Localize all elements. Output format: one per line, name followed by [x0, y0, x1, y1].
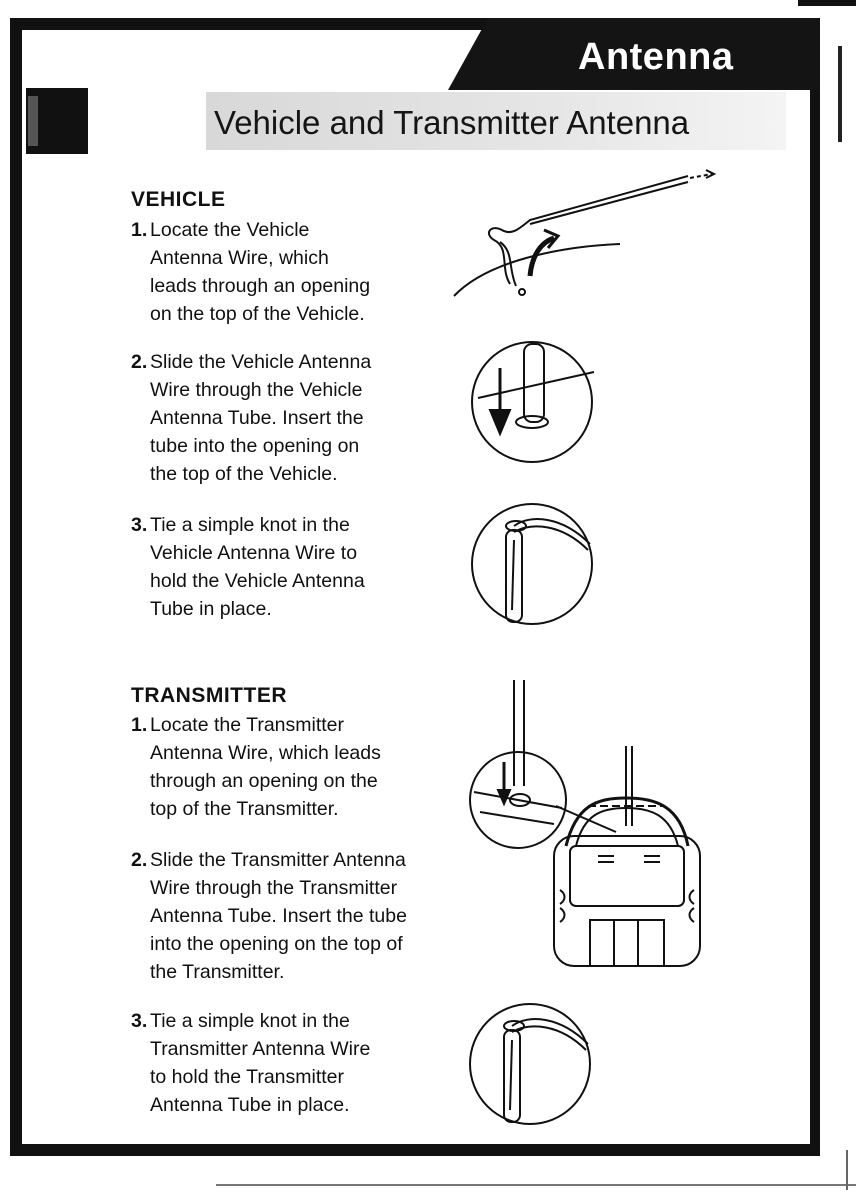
step-number: 1. [131, 714, 148, 736]
right-margin-mark [838, 46, 842, 142]
transmitter-step-2 [131, 846, 431, 986]
vehicle-knot-illustration [470, 500, 600, 630]
vehicle-step-2 [131, 348, 431, 488]
right-edge-mark [846, 1150, 848, 1190]
page-subtitle: Vehicle and Transmitter Antenna [214, 104, 690, 141]
step-text: Locate the Vehicle Antenna Wire, which leads through an opening on the top of the Vehicle. [150, 219, 371, 325]
vehicle-step-3 [131, 511, 431, 623]
step-text: Tie a simple knot in the Transmitter Antenna Wire to hold the Transmitter Antenna Tube in place. [150, 1010, 371, 1116]
transmitter-knot-illustration [468, 1000, 598, 1130]
step-number: 2. [131, 849, 148, 871]
side-notch [28, 96, 38, 146]
step-number: 2. [131, 351, 148, 373]
step-number: 1. [131, 219, 148, 241]
transmitter-heading: TRANSMITTER [131, 684, 287, 707]
step-text: Tie a simple knot in the Vehicle Antenna Wire to hold the Vehicle Antenna Tube in place. [150, 514, 365, 620]
transmitter-step-1 [131, 711, 431, 823]
vehicle-antenna-wire-illustration [450, 168, 730, 318]
step-number: 3. [131, 514, 148, 536]
step-text: Slide the Vehicle Antenna Wire through the Vehicle Antenna Tube. Insert the tube into the opening on the top of the Vehicle. [150, 351, 372, 485]
corner-mark [798, 0, 856, 6]
bottom-rule [216, 1184, 856, 1186]
transmitter-illustration [466, 676, 736, 976]
vehicle-antenna-tube-illustration [470, 338, 600, 468]
step-text: Locate the Transmitter Antenna Wire, which leads through an opening on the top of the Transmitter. [150, 714, 381, 820]
vehicle-heading: VEHICLE [131, 188, 226, 211]
step-number: 3. [131, 1010, 148, 1032]
vehicle-step-1 [131, 216, 431, 328]
step-text: Slide the Transmitter Antenna Wire through the Transmitter Antenna Tube. Insert the tube into the opening on the top of the Transmitter. [150, 849, 407, 983]
transmitter-step-3 [131, 1007, 431, 1119]
section-tab-title: Antenna [578, 36, 734, 78]
